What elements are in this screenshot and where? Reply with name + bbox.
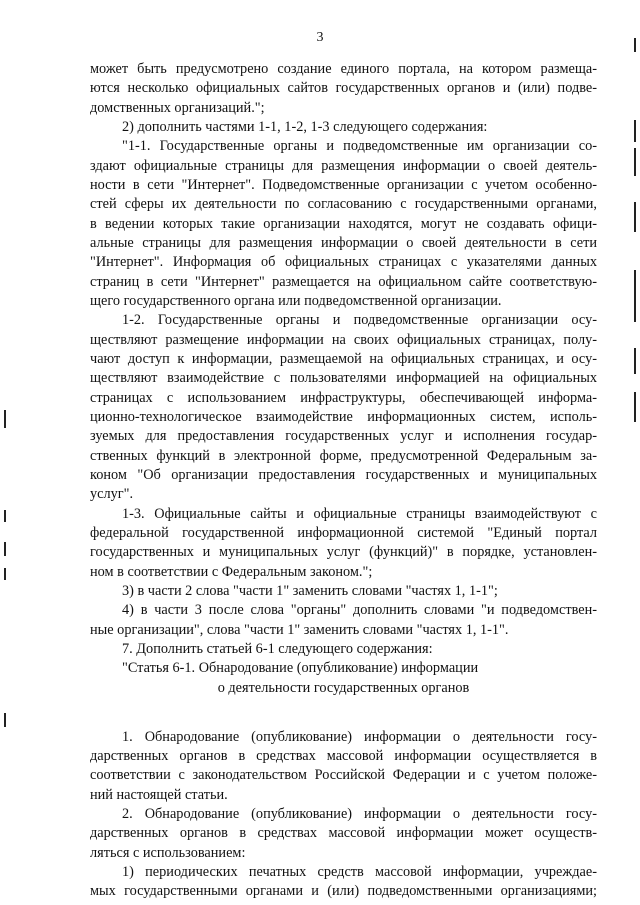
scan-edge-mark [634, 38, 636, 52]
text-line: ственных функций в электронной форме, предусмотренной Федеральным за- [90, 447, 597, 464]
scan-edge-mark [634, 348, 636, 374]
text-line: зуемых для предоставления государственных услуг и исполнения государ- [90, 428, 597, 445]
text-line: дарственных органов в средствах массовой информации может осуществ- [90, 825, 597, 842]
text-line: 1-3. Официальные сайты и официальные страницы взаимодействуют с [122, 505, 597, 522]
text-line: 1) периодических печатных средств массовой информации, учреждае- [122, 864, 597, 881]
document-body [90, 60, 597, 902]
text-line: государственных и муниципальных услуг (функций)" в порядке, установлен- [90, 544, 597, 561]
scan-edge-mark [634, 202, 636, 232]
scan-edge-mark [634, 120, 636, 142]
text-line: альные страницы для размещения информации о своей деятельности в сети [90, 234, 597, 251]
text-line: страницах с использованием инфраструктуры, обеспечивающей информа- [90, 389, 597, 406]
text-line: в ведении которых такие организации находятся, могут не создавать офици- [90, 215, 597, 232]
text-line: ционно-технологическое взаимодействие информационных систем, исполь- [90, 408, 597, 425]
text-line: щего государственного органа или подведомственной организации. [90, 292, 502, 309]
text-line: 2. Обнародование (опубликование) информации о деятельности госу- [122, 806, 597, 823]
text-line: о деятельности государственных органов [217, 679, 470, 696]
text-line: федеральной государственной информационной системой "Единый портал [90, 524, 597, 541]
blank-line [90, 698, 597, 728]
text-line: ные организации", слова "части 1" заменить словами "частях 1, 1-1". [90, 621, 509, 638]
text-line: услуг". [90, 486, 134, 503]
scan-edge-mark [634, 392, 636, 422]
text-line: "1-1. Государственные органы и подведомственные им организации со- [122, 138, 597, 155]
text-line: ний настоящей статьи. [90, 786, 228, 803]
text-line: домственных организаций."; [90, 99, 265, 116]
text-line: 1-2. Государственные органы и подведомственные организации осу- [122, 312, 597, 329]
text-line: ществляют размещение информации на своих официальных страницах, полу- [90, 331, 597, 348]
text-line: "Статья 6-1. Обнародование (опубликование) информации [122, 660, 479, 677]
text-line: "Интернет". Информация об официальных страницах с указателями данных [90, 254, 597, 271]
text-line: ности в сети "Интернет". Подведомственные организации с учетом особенно- [90, 176, 597, 193]
text-line: дарственных органов в средствах массовой информации осуществляется в [90, 748, 597, 765]
text-line: мых государственными органами и (или) подведомственными организациями; [90, 883, 597, 900]
text-line: ются несколько официальных сайтов государственных органов и (или) подве- [90, 80, 597, 97]
text-line: 7. Дополнить статьей 6-1 следующего содержания: [122, 640, 433, 657]
scan-edge-mark [4, 410, 6, 428]
page-number: 3 [316, 30, 324, 45]
scan-edge-mark [4, 542, 6, 556]
text-line: соответствии с законодательством Российской Федерации и с учетом положе- [90, 767, 597, 784]
scan-edge-mark [4, 510, 6, 522]
scan-edge-mark [4, 568, 6, 580]
text-line: 3) в части 2 слова "части 1" заменить словами "частях 1, 1-1"; [122, 582, 498, 599]
scan-edge-mark [634, 148, 636, 176]
text-line: коном "Об организации предоставления государственных и муниципальных [90, 466, 597, 483]
text-line: ном в соответствии с Федеральным законом."; [90, 563, 373, 580]
text-line: страниц в сети "Интернет" размещается на официальном сайте соответствую- [90, 273, 597, 290]
text-line: ляться с использованием: [90, 844, 246, 861]
text-line: чают доступ к информации, размещаемой на официальных страницах, и осу- [90, 350, 597, 367]
text-line: может быть предусмотрено создание единого портала, на котором размеща- [90, 61, 597, 77]
text-line: 2) дополнить частями 1-1, 1-2, 1-3 следующего содержания: [122, 118, 488, 135]
text-line: здают официальные страницы для размещения информации о своей деятель- [90, 157, 597, 174]
text-line: 1. Обнародование (опубликование) информации о деятельности госу- [122, 728, 597, 745]
text-line: ществляют взаимодействие с пользователями информацией на официальных [90, 370, 597, 387]
scan-edge-mark [4, 713, 6, 727]
scan-edge-mark [634, 270, 636, 322]
text-line: 4) в части 3 после слова "органы" дополнить словами "и подведомствен- [122, 602, 597, 619]
text-line: стей сферы их деятельности по согласованию с государственными органами, [90, 196, 597, 213]
